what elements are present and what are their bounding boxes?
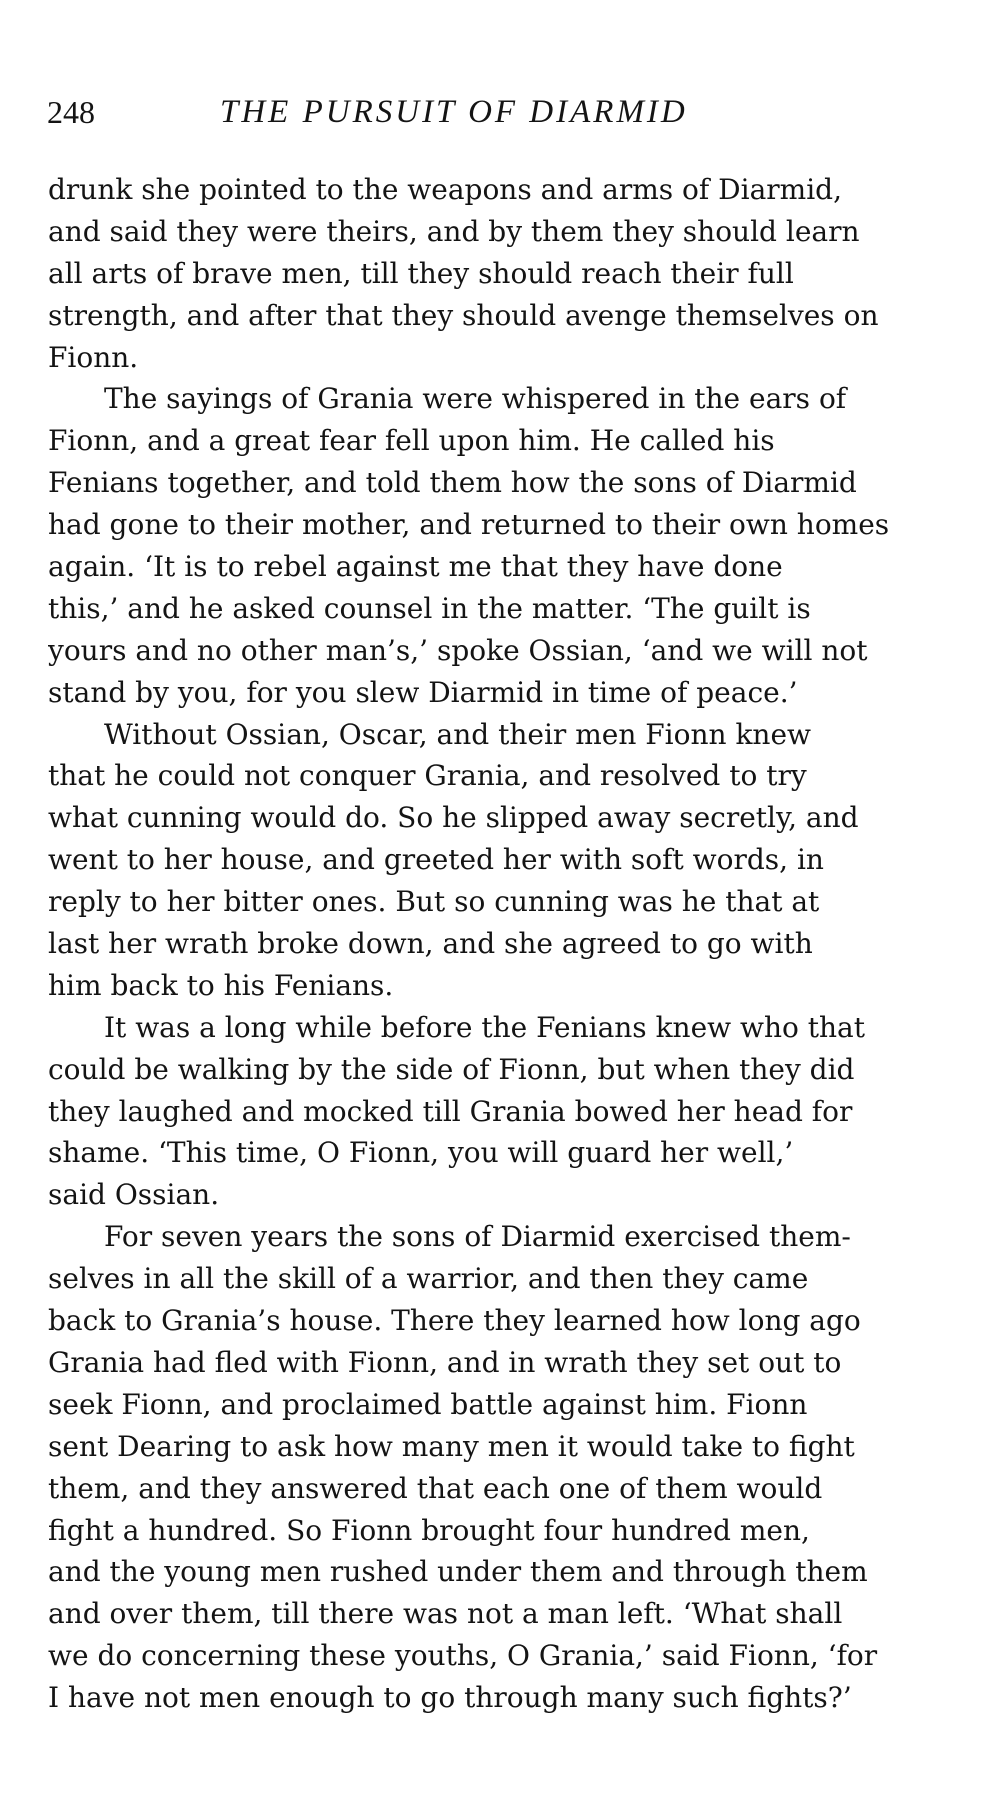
text-line: that he could not conquer Grania, and resolved to try	[48, 759, 807, 793]
page-header	[0, 92, 1000, 142]
text-line: drunk she pointed to the weapons and arms of Diarmid,	[48, 173, 842, 206]
text-line: fight a hundred. So Fionn brought four hundred men,	[48, 1513, 810, 1547]
text-line: selves in all the skill of a warrior, and then they came	[48, 1262, 809, 1296]
text-line: yours and no other man’s,’ spoke Ossian, ‘and we will not	[48, 633, 868, 667]
text-line: and over them, till there was not a man left. ‘What shall	[48, 1597, 843, 1631]
text-line: stand by you, for you slew Diarmid in time of peace.’	[48, 675, 798, 709]
text-line: strength, and after that they should avenge themselves on	[48, 298, 879, 332]
page-number: 248	[47, 94, 95, 130]
text-line: them, and they answered that each one of them would	[48, 1471, 823, 1505]
text-line: this,’ and he asked counsel in the matter. ‘The guilt is	[48, 591, 811, 625]
text-line: had gone to their mother, and returned to their own homes	[48, 508, 890, 542]
text-line: what cunning would do. So he slipped away secretly, and	[48, 801, 859, 835]
text-line: all arts of brave men, till they should reach their full	[48, 256, 794, 290]
text-line: went to her house, and greeted her with soft words, in	[48, 843, 824, 877]
text-line: reply to her bitter ones. But so cunning was he that at	[48, 885, 820, 919]
text-line: Fionn.	[48, 340, 139, 374]
paragraph-first-line: For seven years the sons of Diarmid exercised them-	[104, 1220, 851, 1254]
text-line: we do concerning these youths, O Grania,’ said Fionn, ‘for	[48, 1639, 878, 1673]
text-line: shame. ‘This time, O Fionn, you will guard her well,’	[48, 1136, 794, 1170]
text-line: said Ossian.	[48, 1178, 220, 1212]
text-line: back to Grania’s house. There they learned how long ago	[48, 1304, 861, 1338]
text-line: could be walking by the side of Fionn, but when they did	[48, 1052, 855, 1086]
text-line: they laughed and mocked till Grania bowed her head for	[48, 1094, 853, 1128]
text-line: Fionn, and a great fear fell upon him. He called his	[48, 424, 775, 458]
text-line: Fenians together, and told them how the sons of Diarmid	[48, 466, 857, 500]
body-text	[48, 169, 960, 1719]
text-line: last her wrath broke down, and she agreed to go with	[48, 927, 813, 961]
text-line: and the young men rushed under them and through them	[48, 1555, 868, 1589]
paragraph-first-line: Without Ossian, Oscar, and their men Fionn knew	[104, 717, 811, 751]
text-line: sent Dearing to ask how many men it would take to fight	[48, 1429, 855, 1463]
text-line: seek Fionn, and proclaimed battle against him. Fionn	[48, 1387, 808, 1421]
text-line: Grania had fled with Fionn, and in wrath they set out to	[48, 1345, 842, 1379]
running-title: THE PURSUIT OF DIARMID	[220, 94, 688, 130]
paragraph-first-line: It was a long while before the Fenians knew who that	[104, 1010, 865, 1044]
text-line: again. ‘It is to rebel against me that they have done	[48, 550, 783, 584]
paragraph-first-line: The sayings of Grania were whispered in the ears of	[104, 382, 847, 416]
text-line: and said they were theirs, and by them they should learn	[48, 214, 860, 248]
text-line: him back to his Fenians.	[48, 968, 394, 1002]
text-line: I have not men enough to go through many such fights?’	[48, 1681, 852, 1715]
